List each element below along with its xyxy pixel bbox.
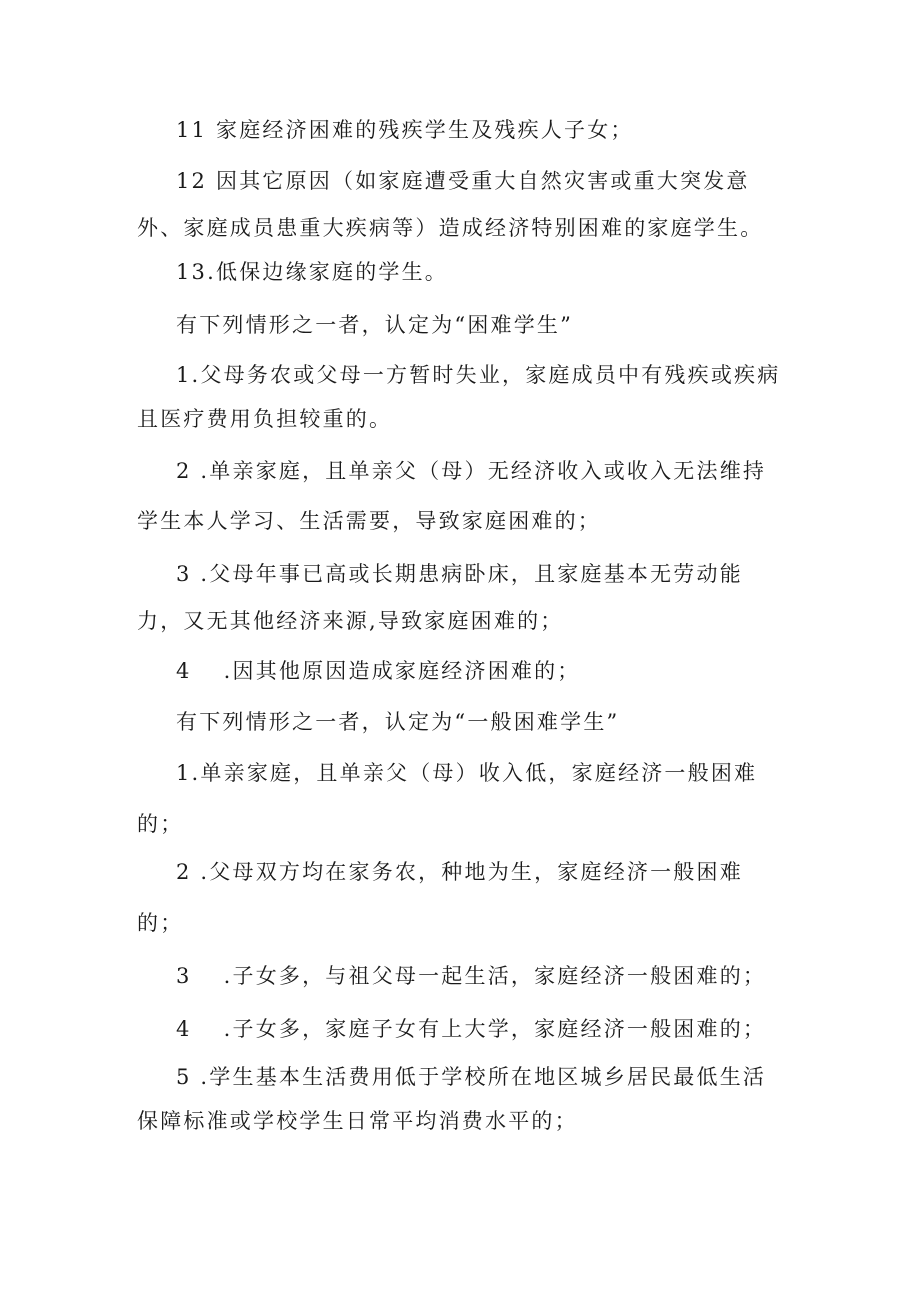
text-line-item-11: 11 家庭经济困难的残疾学生及残疾人子女； (176, 118, 634, 142)
text-line-general-5: 5 .学生基本生活费用低于学校所在地区城乡居民最低生活 (176, 1065, 767, 1089)
text-line-general-5-cont: 保障标准或学校学生日常平均消费水平的； (137, 1109, 578, 1133)
text-line-general-1-cont: 的； (137, 812, 184, 836)
section-heading-difficult: 有下列情形之一者，认定为“困难学生” (176, 313, 574, 337)
text-line-item-13: 13.低保边缘家庭的学生。 (176, 260, 448, 284)
text-line-difficult-3-cont: 力，又无其他经济来源,导致家庭困难的； (137, 609, 564, 633)
text-line-difficult-2-cont: 学生本人学习、生活需要，导致家庭困难的； (137, 509, 601, 533)
text-line-general-2-cont: 的； (137, 911, 184, 935)
text-line-difficult-1: 1.父母务农或父母一方暂时失业，家庭成员中有残疾或疾病 (176, 363, 781, 387)
text-line-general-3: 3 .子女多，与祖父母一起生活，家庭经济一般困难的； (176, 964, 767, 988)
text-line-general-2: 2 .父母双方均在家务农，种地为生，家庭经济一般困难 (176, 860, 743, 884)
text-line-difficult-2: 2 .单亲家庭，且单亲父（母）无经济收入或收入无法维持 (176, 459, 767, 483)
text-line-difficult-1-cont: 且医疗费用负担较重的。 (137, 407, 393, 431)
text-line-difficult-3: 3 .父母年事已高或长期患病卧床，且家庭基本无劳动能 (176, 562, 743, 586)
text-line-difficult-4: 4 .因其他原因造成家庭经济困难的； (176, 659, 581, 683)
text-line-item-12: 12 因其它原因（如家庭遭受重大自然灾害或重大突发意 (176, 169, 750, 193)
text-line-general-4: 4 .子女多，家庭子女有上大学，家庭经济一般困难的； (176, 1017, 767, 1041)
text-line-general-1: 1.单亲家庭，且单亲父（母）收入低，家庭经济一般困难 (176, 761, 758, 785)
section-heading-general: 有下列情形之一者，认定为“一般困难学生” (176, 710, 620, 734)
text-line-item-12-cont: 外、家庭成员患重大疾病等）造成经济特别困难的家庭学生。 (137, 216, 764, 240)
